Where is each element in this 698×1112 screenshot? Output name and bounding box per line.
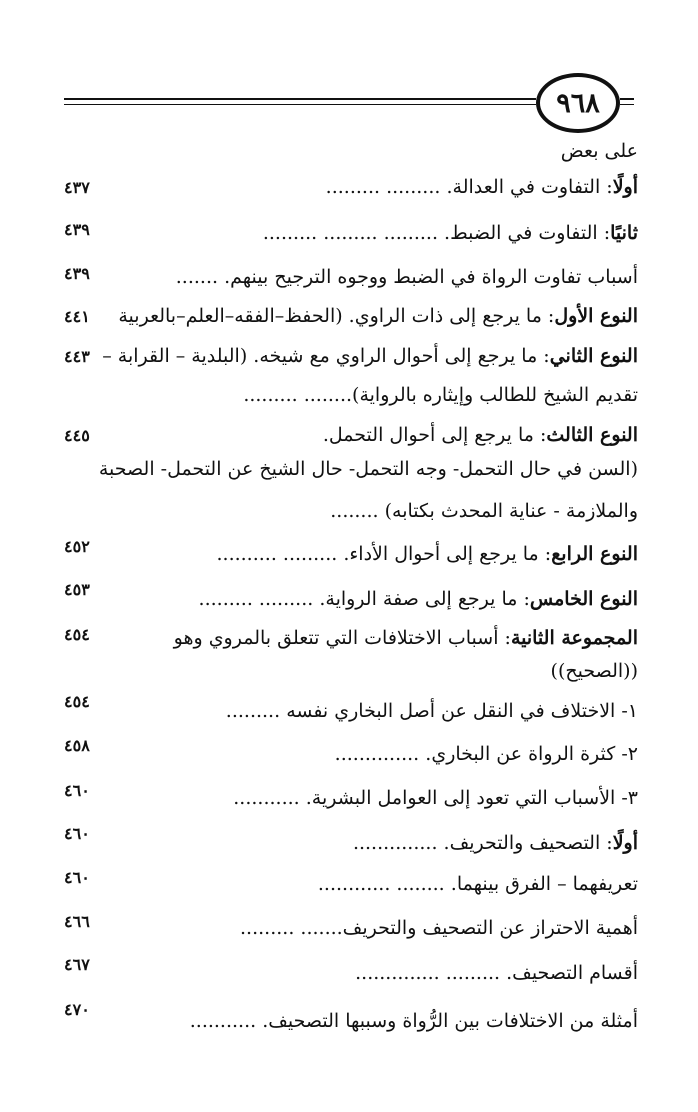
page-ref: ٤٥٤ <box>64 692 90 711</box>
page-ref: ٤٦٧ <box>64 955 90 974</box>
page-number-circle <box>536 73 620 133</box>
page-number: ٩٦٨ <box>556 87 600 119</box>
page-ref: ٤٤٥ <box>64 426 90 445</box>
entry-text: والملازمة - عناية المحدث بكتابه) <box>384 500 638 522</box>
leader-dots: ......... .......... <box>216 543 338 565</box>
page-ref: ٤٦٠ <box>64 781 90 800</box>
leader-dots: ......... .............. <box>355 962 501 984</box>
entry-text: تقديم الشيخ للطالب وإيثاره بالرواية)........ <box>303 384 638 406</box>
entry-text: أهمية الاحتراز عن التصحيف والتحريف....... <box>300 917 638 939</box>
entry-text: : التفاوت في العدالة. <box>446 176 613 198</box>
leader-dots: ......... <box>240 917 295 939</box>
entry-text: على بعض <box>560 140 638 162</box>
entry-text: ((الصحيح)) <box>550 660 638 682</box>
entry-text: : التصحيف والتحريف. <box>443 832 613 854</box>
page-ref: ٤٥٨ <box>64 736 90 755</box>
entry-heading: ثانيًا <box>610 222 638 244</box>
entry-heading: النوع الخامس <box>529 588 638 610</box>
entry-text: أقسام التصحيف. <box>506 962 638 984</box>
page-ref: ٤٤٣ <box>64 347 90 366</box>
header-rule-right-bottom <box>620 104 634 105</box>
toc-entry <box>62 917 638 939</box>
entry-text: : أسباب الاختلافات التي تتعلق بالمروي وهو <box>173 627 511 649</box>
entry-text: أمثلة من الاختلافات بين الرُّواة وسببها التصحيف. <box>262 1010 638 1032</box>
page-ref: ٤٦٦ <box>64 912 90 931</box>
page-ref: ٤٦٠ <box>64 824 90 843</box>
page-ref: ٤٣٩ <box>64 220 90 239</box>
entry-text: : التفاوت في الضبط. <box>444 222 611 244</box>
leader-dots: ........... <box>189 1010 257 1032</box>
entry-text: : ما يرجع إلى ذات الراوي. (الحفظ–الفقه–العلم–بالعربية <box>118 305 555 327</box>
toc-entry <box>62 543 638 565</box>
toc-entry <box>62 305 638 327</box>
entry-text: : ما يرجع إلى أحوال التحمل. <box>322 424 547 446</box>
toc-entry <box>118 832 638 854</box>
entry-heading: النوع الأول <box>554 305 638 327</box>
entry-text: ٣- الأسباب التي تعود إلى العوامل البشرية. <box>305 787 638 809</box>
leader-dots: ......... ......... <box>198 588 314 610</box>
entry-heading: النوع الرابع <box>551 543 638 565</box>
toc-entry <box>62 424 638 446</box>
toc-entry <box>62 627 638 649</box>
toc-entry <box>118 787 638 809</box>
toc-entry <box>118 700 638 722</box>
leader-dots: ......... ......... <box>325 176 441 198</box>
leader-dots: ........ ............ <box>317 873 445 895</box>
toc-entry <box>62 345 638 367</box>
toc-entry <box>62 266 638 288</box>
entry-heading: أولًا <box>612 176 638 198</box>
entry-heading: النوع الثاني <box>549 345 638 367</box>
leader-dots: ........... <box>233 787 300 809</box>
entry-text: أسباب تفاوت الرواة في الضبط ووجوه الترجيح بينهم. <box>224 266 638 288</box>
page-ref: ٤٤١ <box>64 307 90 326</box>
entry-text: ١- الاختلاف في النقل عن أصل البخاري نفسه <box>286 700 638 722</box>
page-ref: ٤٥٤ <box>64 625 90 644</box>
toc-entry <box>62 873 638 895</box>
toc-entry <box>62 176 638 198</box>
page-ref: ٤٣٩ <box>64 264 90 283</box>
toc-entry <box>62 384 638 406</box>
entry-heading: النوع الثالث <box>546 424 638 446</box>
page-ref: ٤٥٢ <box>64 537 90 556</box>
toc-entry <box>62 500 638 522</box>
entry-text: ٢- كثرة الرواة عن البخاري. <box>425 743 638 765</box>
entry-text: (السن في حال التحمل- وجه التحمل- حال الشيخ عن التحمل- الصحبة <box>98 458 638 480</box>
entry-heading: أولًا <box>612 832 638 854</box>
page-ref: ٤٣٧ <box>64 178 90 197</box>
toc-entry <box>62 962 638 984</box>
page-ref: ٤٥٣ <box>64 580 90 599</box>
entry-text: تعريفهما – الفرق بينهما. <box>450 873 638 895</box>
leader-dots: ......... <box>225 700 281 722</box>
leader-dots: ......... ......... ......... <box>262 222 438 244</box>
entry-text: : ما يرجع إلى أحوال الأداء. <box>343 543 552 565</box>
leader-dots: ......... <box>243 384 298 406</box>
page-ref: ٤٧٠ <box>64 1000 90 1019</box>
toc-entry <box>62 1010 638 1032</box>
entry-text: : ما يرجع إلى صفة الرواية. <box>319 588 530 610</box>
toc-entry <box>62 222 638 244</box>
leader-dots: ....... <box>175 266 219 288</box>
toc-entry <box>62 660 638 682</box>
leader-dots: .............. <box>334 743 420 765</box>
page-ref: ٤٦٠ <box>64 868 90 887</box>
leader-dots: ........ <box>330 500 379 522</box>
toc-entry <box>62 588 638 610</box>
leader-dots: .............. <box>352 832 438 854</box>
header-rule-bottom <box>64 104 536 105</box>
toc-entry <box>62 458 638 480</box>
entry-text: : ما يرجع إلى أحوال الراوي مع شيخه. (البلدية – القرابة – <box>102 345 550 367</box>
toc-entry <box>118 743 638 765</box>
header-rule-right-top <box>620 98 634 100</box>
entry-heading: المجموعة الثانية <box>510 627 638 649</box>
header-rule-top <box>64 98 536 100</box>
toc-entry <box>62 140 638 162</box>
